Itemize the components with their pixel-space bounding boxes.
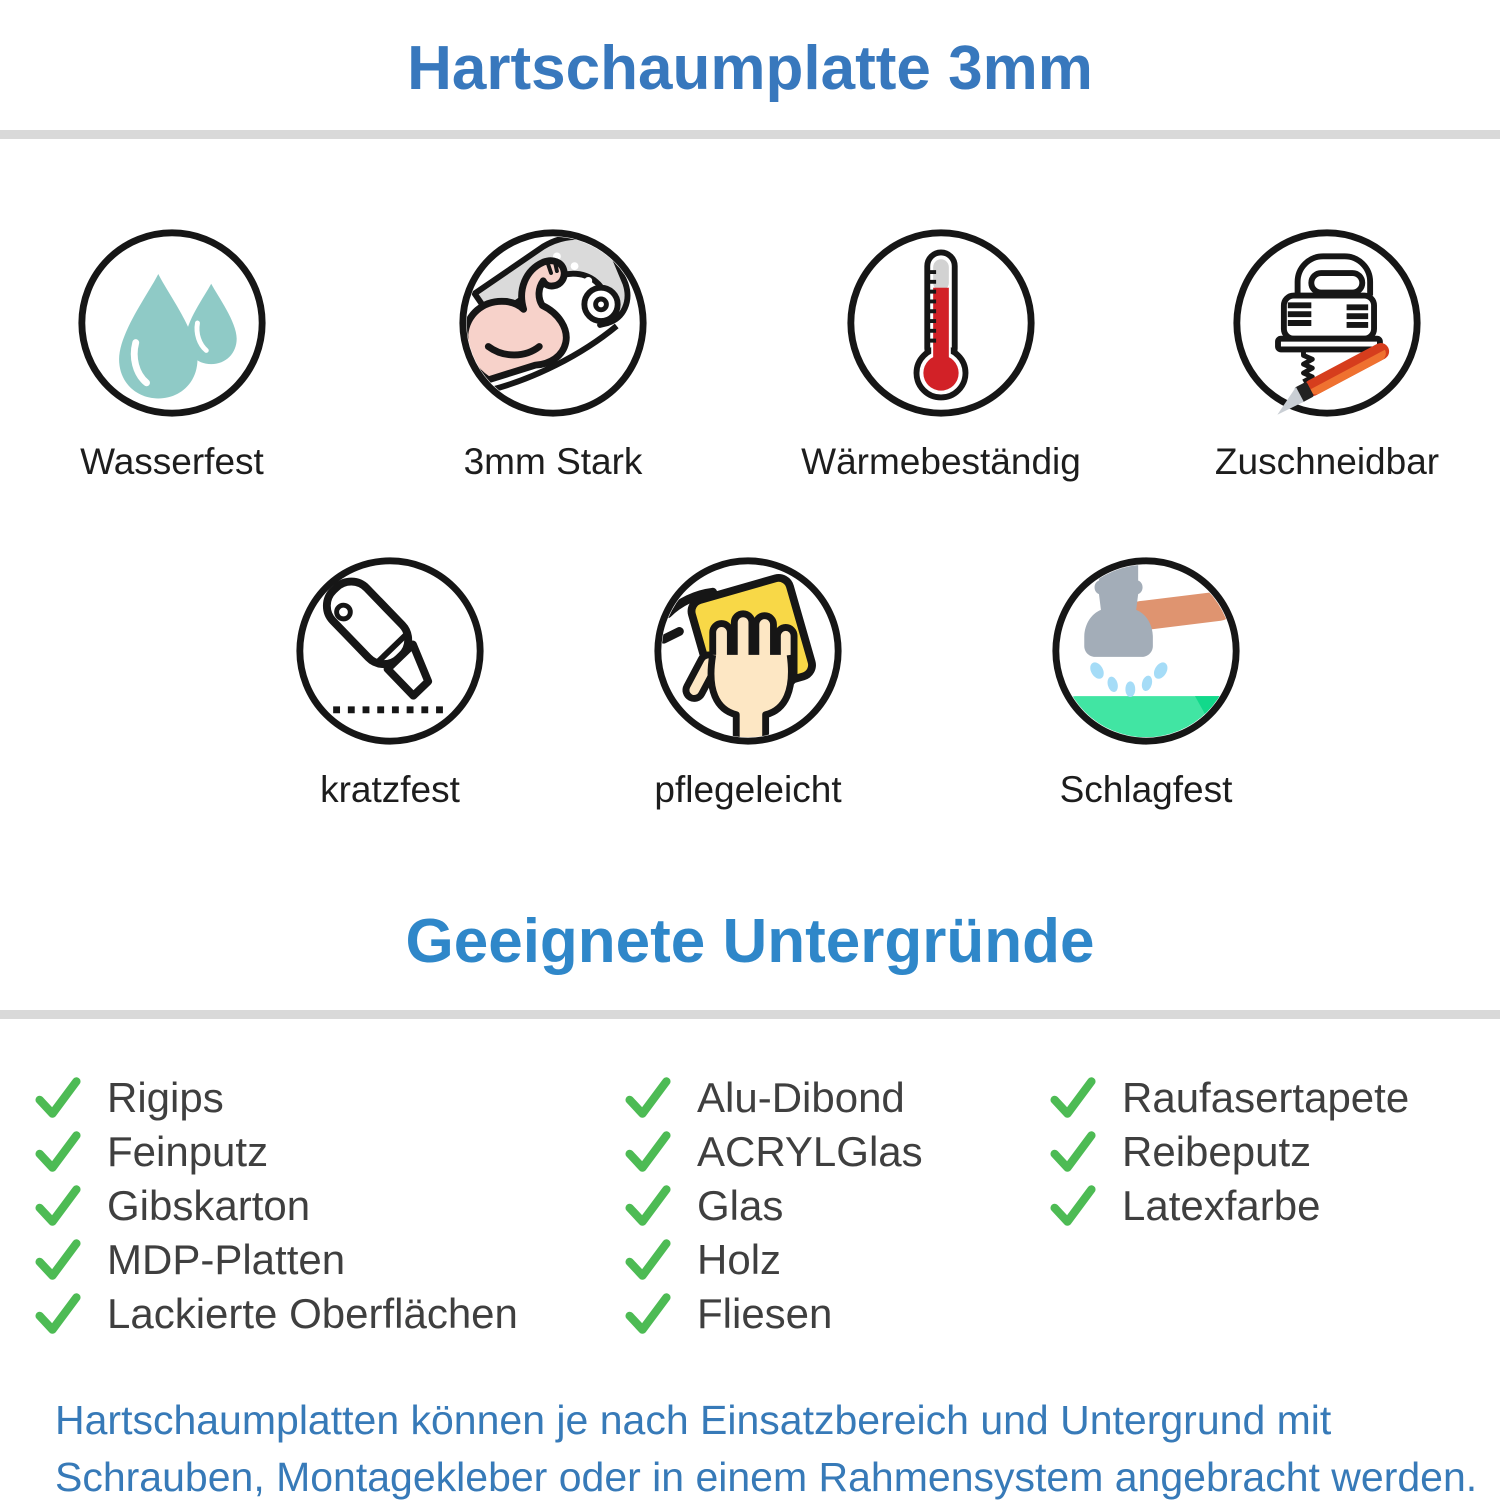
substrate-label: Lackierte Oberflächen bbox=[107, 1290, 518, 1337]
check-icon bbox=[1050, 1183, 1096, 1229]
feature-zuschneidbar bbox=[1157, 225, 1497, 483]
feature-kratzfest bbox=[220, 553, 560, 811]
feature-wasserfest bbox=[2, 225, 342, 483]
substrate-label: Holz bbox=[697, 1236, 782, 1283]
check-icon bbox=[625, 1075, 671, 1121]
jigsaw-cutter-icon bbox=[1229, 225, 1425, 421]
feature-waermebestaendig bbox=[771, 225, 1111, 483]
check-icon bbox=[625, 1183, 671, 1229]
substrate-column-1 bbox=[35, 1071, 518, 1341]
list-item bbox=[1050, 1179, 1409, 1233]
check-icon bbox=[625, 1237, 671, 1283]
check-icon bbox=[35, 1237, 81, 1283]
list-item bbox=[35, 1071, 518, 1125]
list-item bbox=[1050, 1071, 1409, 1125]
feature-label: Zuschneidbar bbox=[1214, 441, 1440, 482]
list-item bbox=[625, 1233, 923, 1287]
feature-label: Wasserfest bbox=[80, 441, 264, 482]
check-icon bbox=[35, 1183, 81, 1229]
substrate-label: Rigips bbox=[107, 1074, 224, 1121]
feature-schlagfest bbox=[976, 553, 1316, 811]
check-icon bbox=[35, 1129, 81, 1175]
check-icon bbox=[1050, 1129, 1096, 1175]
feature-label: pflegeleicht bbox=[654, 769, 842, 810]
feature-label: Wärmebeständig bbox=[801, 441, 1081, 482]
feature-label: 3mm Stark bbox=[463, 441, 643, 482]
water-drops-icon bbox=[74, 225, 270, 421]
list-item bbox=[1050, 1125, 1409, 1179]
substrate-label: Raufasertapete bbox=[1122, 1074, 1410, 1121]
substrate-column-3 bbox=[1050, 1071, 1409, 1233]
list-item bbox=[625, 1179, 923, 1233]
list-item bbox=[35, 1287, 518, 1341]
list-item bbox=[625, 1287, 923, 1341]
list-item bbox=[625, 1071, 923, 1125]
hammer-impact-icon bbox=[1048, 553, 1244, 749]
substrate-label: Glas bbox=[697, 1182, 784, 1229]
list-item bbox=[625, 1125, 923, 1179]
check-icon bbox=[35, 1075, 81, 1121]
check-icon bbox=[625, 1291, 671, 1337]
feature-pflegeleicht bbox=[578, 553, 918, 811]
mounting-note-line1: Hartschaumplatten können je nach Einsatzbereich und Untergrund mit bbox=[55, 1397, 1332, 1443]
check-icon bbox=[1050, 1075, 1096, 1121]
section-title-untergruende: Geeignete Untergründe bbox=[405, 907, 1095, 976]
feature-3mm-stark bbox=[383, 225, 723, 483]
substrate-label: Latexfarbe bbox=[1122, 1182, 1321, 1229]
divider bbox=[0, 1010, 1500, 1019]
substrate-label: Feinputz bbox=[107, 1128, 269, 1175]
muscle-arm-icon bbox=[455, 225, 651, 421]
check-icon bbox=[625, 1129, 671, 1175]
substrate-label: MDP-Platten bbox=[107, 1236, 346, 1283]
substrate-label: Fliesen bbox=[697, 1290, 833, 1337]
substrate-label: Reibeputz bbox=[1122, 1128, 1312, 1175]
feature-label: Schlagfest bbox=[1059, 769, 1233, 810]
utility-knife-icon bbox=[292, 553, 488, 749]
thermometer-icon bbox=[843, 225, 1039, 421]
list-item bbox=[35, 1233, 518, 1287]
divider bbox=[0, 130, 1500, 139]
substrate-column-2 bbox=[625, 1071, 923, 1341]
mounting-note bbox=[55, 1392, 1477, 1500]
check-icon bbox=[35, 1291, 81, 1337]
list-item bbox=[35, 1179, 518, 1233]
mounting-note-line2: Schrauben, Montagekleber oder in einem Rahmensystem angebracht werden. bbox=[55, 1454, 1478, 1500]
substrate-label: ACRYLGlas bbox=[697, 1128, 923, 1175]
page-title: Hartschaumplatte 3mm bbox=[407, 34, 1093, 103]
feature-label: kratzfest bbox=[320, 769, 460, 810]
substrate-label: Gibskarton bbox=[107, 1182, 311, 1229]
cleaning-hand-icon bbox=[650, 553, 846, 749]
list-item bbox=[35, 1125, 518, 1179]
substrate-label: Alu-Dibond bbox=[697, 1074, 905, 1121]
